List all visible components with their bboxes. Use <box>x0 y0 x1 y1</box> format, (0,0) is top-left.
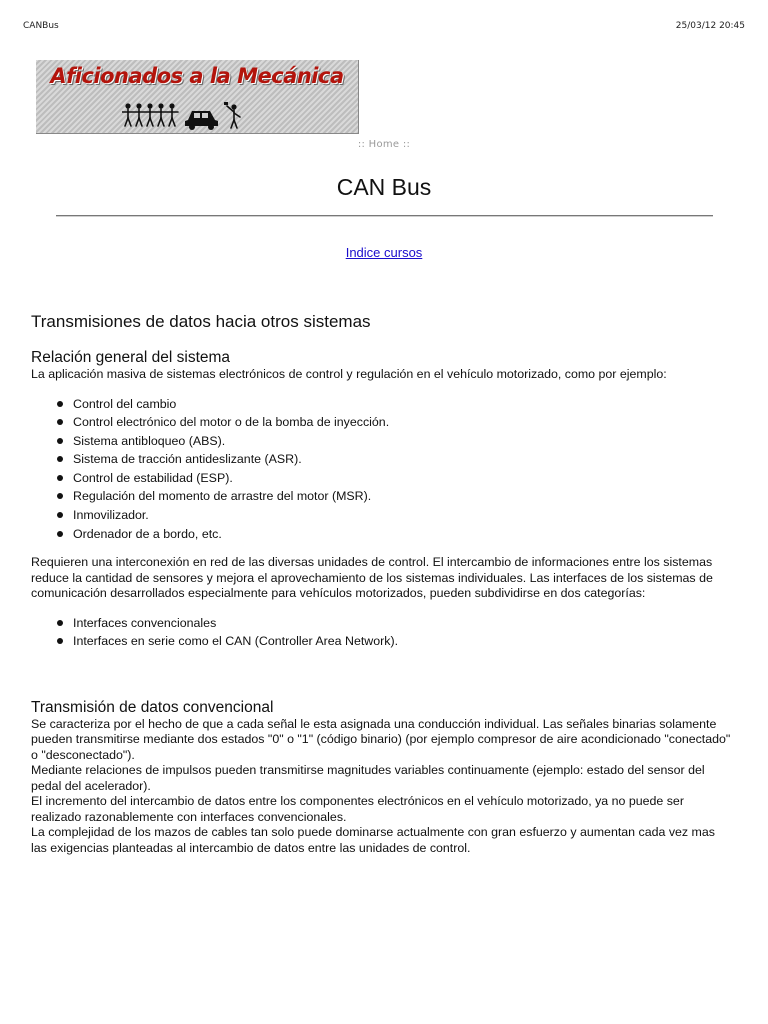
list-item: Control del cambio <box>73 395 731 414</box>
conventional-paragraph: El incremento del intercambio de datos entre los componentes electrónicos en el vehículo motorizado, ya no puede ser realizado razonablemente con interfaces convencionales. <box>31 794 684 824</box>
logo-figures-icon <box>122 100 252 130</box>
list-item: Ordenador de a bordo, etc. <box>73 525 731 544</box>
article-content <box>31 311 731 856</box>
conventional-paragraph: La complejidad de los mazos de cables tan solo puede dominarse actualmente con gran esfuerzo y aumentan cada vez mas las exigencias planteadas al intercambio de datos entre las unidades de control. <box>31 825 715 855</box>
list-item: Sistema antibloqueo (ABS). <box>73 432 731 451</box>
title-divider <box>56 215 713 217</box>
list-item: Sistema de tracción antideslizante (ASR). <box>73 450 731 469</box>
site-logo[interactable] <box>36 60 359 134</box>
mechanic-icon <box>224 102 240 128</box>
systems-list <box>31 395 731 544</box>
people-chain-icon <box>122 103 178 126</box>
list-item: Inmovilizador. <box>73 506 731 525</box>
index-courses-link[interactable]: Indice cursos <box>345 245 423 260</box>
list-item: Control electrónico del motor o de la bomba de inyección. <box>73 413 731 432</box>
list-item: Regulación del momento de arrastre del motor (MSR). <box>73 487 731 506</box>
home-link[interactable]: :: Home :: <box>357 139 411 150</box>
conventional-paragraph: Se caracteriza por el hecho de que a cada señal le esta asignada una conducción individual. Las señales binarias solamente pueden transmitirse mediante dos estados "0" o "1" (código binario) (por ejemplo compresor de aire acondicionado "conectado" o "desconectado"). <box>31 716 731 762</box>
index-link-container <box>0 245 768 260</box>
conventional-section <box>31 699 731 857</box>
page-title: CAN Bus <box>336 174 432 200</box>
interfaces-list <box>31 614 731 651</box>
print-datetime: 25/03/12 20:45 <box>675 21 745 31</box>
print-doc-title: CANBus <box>23 21 59 31</box>
car-icon <box>185 111 218 130</box>
list-item: Control de estabilidad (ESP). <box>73 469 731 488</box>
conventional-heading: Transmisión de datos convencional <box>31 698 274 716</box>
conventional-paragraph: Mediante relaciones de impulsos pueden transmitirse magnitudes variables continuamente (ejemplo: estado del sensor del pedal del acelerador). <box>31 763 705 793</box>
general-heading: Relación general del sistema <box>31 349 231 366</box>
logo-text: Aficionados a la Mecánica <box>50 64 344 88</box>
list-item: Interfaces en serie como el CAN (Controller Area Network). <box>73 632 731 651</box>
list-item: Interfaces convencionales <box>73 614 731 633</box>
general-paragraph: Requieren una interconexión en red de las diversas unidades de control. El intercambio de informaciones entre los sistemas reduce la cantidad de sensores y mejora el aprovechamiento de los sistemas individuales. Las interfaces de los sistemas de comunicación desarrollados especialmente para vehículos motorizados, pueden subdividirse en dos categorías: <box>31 555 713 601</box>
section-title: Transmisiones de datos hacia otros sistemas <box>31 312 371 331</box>
general-intro: La aplicación masiva de sistemas electrónicos de control y regulación en el vehículo motorizado, como por ejemplo: <box>31 367 667 381</box>
